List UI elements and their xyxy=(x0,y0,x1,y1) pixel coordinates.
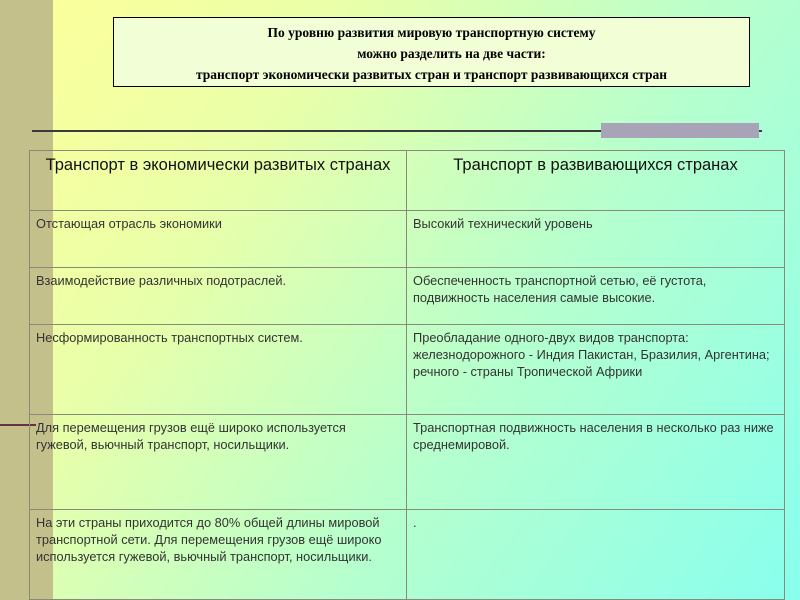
title-line-3: транспорт экономически развитых стран и транспорт развивающихся стран xyxy=(195,67,668,82)
slide-title-box xyxy=(113,17,750,87)
cell-developed: Несформированность транспортных систем. xyxy=(30,325,407,415)
table-row xyxy=(30,415,785,510)
cell-developing: Преобладание одного-двух видов транспорта: железнодорожного - Индия Пакистан, Бразилия, Аргентина; речного - страны Тропической Африки xyxy=(407,325,785,415)
header-developing: Транспорт в развивающихся странах xyxy=(407,151,785,211)
cell-developing: . xyxy=(407,510,785,600)
title-line-2: можно разделить на две части: xyxy=(357,46,546,61)
cell-developed: Для перемещения грузов ещё широко используется гужевой, вьючный транспорт, носильщики. xyxy=(30,415,407,510)
table-header-row xyxy=(30,151,785,211)
cell-developed: На эти страны приходится до 80% общей длины мировой транспортной сети. Для перемещения грузов ещё широко используется гужевой, вьючный транспорт, носильщики. xyxy=(30,510,407,600)
table-row xyxy=(30,325,785,415)
cell-developing: Высокий технический уровень xyxy=(407,211,785,268)
table-row xyxy=(30,510,785,600)
header-developed: Транспорт в экономически развитых странах xyxy=(30,151,407,211)
cell-developing: Обеспеченность транспортной сетью, её густота, подвижность населения самые высокие. xyxy=(407,268,785,325)
comparison-table xyxy=(29,150,785,600)
title-line-1: По уровню развития мировую транспортную систему xyxy=(267,25,596,40)
table-row xyxy=(30,268,785,325)
cell-developed: Взаимодействие различных подотраслей. xyxy=(30,268,407,325)
table-row xyxy=(30,211,785,268)
divider-accent-rect xyxy=(601,123,759,138)
cell-developed: Отстающая отрасль экономики xyxy=(30,211,407,268)
left-accent-bar xyxy=(0,0,24,600)
cell-developing: Транспортная подвижность населения в несколько раз ниже среднемировой. xyxy=(407,415,785,510)
